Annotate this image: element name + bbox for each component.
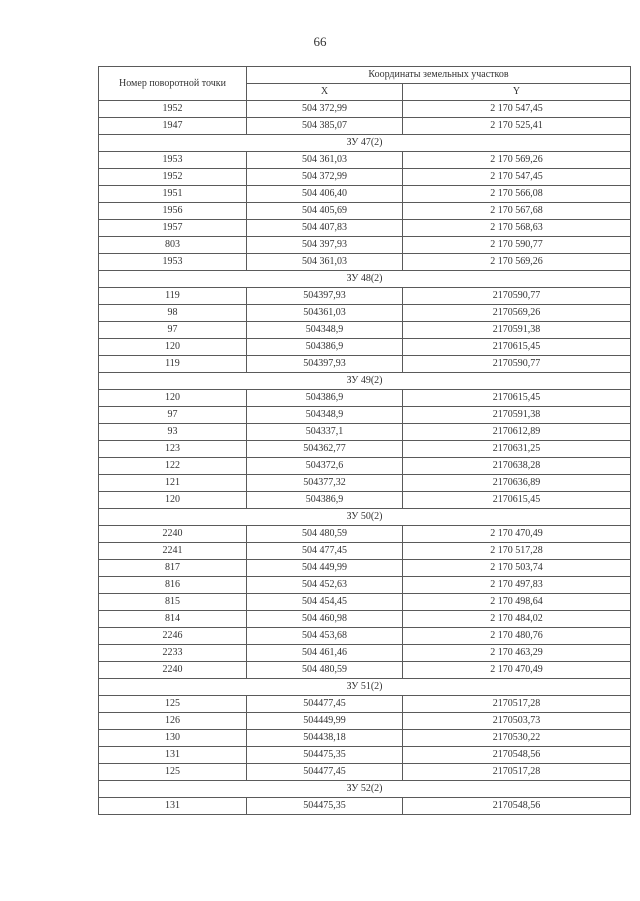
x-coordinate-cell: 504372,6 — [247, 458, 403, 475]
x-coordinate-cell: 504475,35 — [247, 798, 403, 815]
table-row — [99, 662, 631, 679]
point-number-cell: 97 — [99, 407, 247, 424]
point-number-cell: 1952 — [99, 169, 247, 186]
y-coordinate-cell: 2170612,89 — [403, 424, 631, 441]
table-row — [99, 424, 631, 441]
point-number-cell: 97 — [99, 322, 247, 339]
y-coordinate-cell: 2170503,73 — [403, 713, 631, 730]
point-number-cell: 2233 — [99, 645, 247, 662]
y-coordinate-cell: 2 170 547,45 — [403, 169, 631, 186]
point-number-cell: 126 — [99, 713, 247, 730]
x-coordinate-cell: 504397,93 — [247, 356, 403, 373]
table-body — [99, 101, 631, 815]
point-number-cell: 119 — [99, 356, 247, 373]
group-label: ЗУ 49(2) — [99, 373, 631, 390]
point-number-cell: 120 — [99, 492, 247, 509]
y-coordinate-cell: 2 170 566,08 — [403, 186, 631, 203]
x-coordinate-cell: 504361,03 — [247, 305, 403, 322]
point-number-cell: 816 — [99, 577, 247, 594]
point-number-cell: 125 — [99, 696, 247, 713]
x-coordinate-cell: 504348,9 — [247, 407, 403, 424]
point-number-cell: 1951 — [99, 186, 247, 203]
x-coordinate-cell: 504377,32 — [247, 475, 403, 492]
table-row — [99, 798, 631, 815]
x-coordinate-cell: 504477,45 — [247, 764, 403, 781]
table-header — [99, 67, 631, 101]
y-coordinate-cell: 2170590,77 — [403, 356, 631, 373]
y-coordinate-cell: 2 170 470,49 — [403, 526, 631, 543]
point-number-cell: 815 — [99, 594, 247, 611]
table-row — [99, 458, 631, 475]
group-label: ЗУ 51(2) — [99, 679, 631, 696]
table-row — [99, 169, 631, 186]
y-coordinate-cell: 2 170 567,68 — [403, 203, 631, 220]
x-coordinate-cell: 504 405,69 — [247, 203, 403, 220]
group-header-row — [99, 271, 631, 288]
header-x: X — [247, 84, 403, 101]
table-row — [99, 492, 631, 509]
group-header-row — [99, 135, 631, 152]
table-row — [99, 560, 631, 577]
table-row — [99, 322, 631, 339]
table-row — [99, 220, 631, 237]
x-coordinate-cell: 504 480,59 — [247, 662, 403, 679]
group-header-row — [99, 373, 631, 390]
x-coordinate-cell: 504 361,03 — [247, 152, 403, 169]
table-row — [99, 441, 631, 458]
y-coordinate-cell: 2170615,45 — [403, 390, 631, 407]
table-row — [99, 577, 631, 594]
table-row — [99, 288, 631, 305]
x-coordinate-cell: 504 372,99 — [247, 101, 403, 118]
point-number-cell: 93 — [99, 424, 247, 441]
point-number-cell: 130 — [99, 730, 247, 747]
x-coordinate-cell: 504 361,03 — [247, 254, 403, 271]
point-number-cell: 803 — [99, 237, 247, 254]
table-row — [99, 713, 631, 730]
x-coordinate-cell: 504477,45 — [247, 696, 403, 713]
point-number-cell: 814 — [99, 611, 247, 628]
group-header-row — [99, 509, 631, 526]
x-coordinate-cell: 504 460,98 — [247, 611, 403, 628]
y-coordinate-cell: 2170638,28 — [403, 458, 631, 475]
y-coordinate-cell: 2 170 525,41 — [403, 118, 631, 135]
table-row — [99, 628, 631, 645]
y-coordinate-cell: 2170517,28 — [403, 696, 631, 713]
x-coordinate-cell: 504 461,46 — [247, 645, 403, 662]
header-coordinates: Координаты земельных участков — [247, 67, 631, 84]
point-number-cell: 1957 — [99, 220, 247, 237]
x-coordinate-cell: 504 453,68 — [247, 628, 403, 645]
x-coordinate-cell: 504 452,63 — [247, 577, 403, 594]
header-y: Y — [403, 84, 631, 101]
y-coordinate-cell: 2 170 568,63 — [403, 220, 631, 237]
x-coordinate-cell: 504475,35 — [247, 747, 403, 764]
point-number-cell: 120 — [99, 339, 247, 356]
table-row — [99, 526, 631, 543]
x-coordinate-cell: 504 406,40 — [247, 186, 403, 203]
y-coordinate-cell: 2170591,38 — [403, 407, 631, 424]
point-number-cell: 1956 — [99, 203, 247, 220]
group-header-row — [99, 781, 631, 798]
group-label: ЗУ 50(2) — [99, 509, 631, 526]
x-coordinate-cell: 504 397,93 — [247, 237, 403, 254]
point-number-cell: 2246 — [99, 628, 247, 645]
point-number-cell: 1953 — [99, 152, 247, 169]
table-row — [99, 118, 631, 135]
page-number: 66 — [313, 34, 327, 49]
coordinates-table — [98, 66, 631, 815]
point-number-cell: 2241 — [99, 543, 247, 560]
point-number-cell: 123 — [99, 441, 247, 458]
y-coordinate-cell: 2 170 484,02 — [403, 611, 631, 628]
group-label: ЗУ 47(2) — [99, 135, 631, 152]
y-coordinate-cell: 2 170 463,29 — [403, 645, 631, 662]
point-number-cell: 1953 — [99, 254, 247, 271]
point-number-cell: 131 — [99, 747, 247, 764]
x-coordinate-cell: 504438,18 — [247, 730, 403, 747]
group-label: ЗУ 48(2) — [99, 271, 631, 288]
y-coordinate-cell: 2170569,26 — [403, 305, 631, 322]
x-coordinate-cell: 504397,93 — [247, 288, 403, 305]
y-coordinate-cell: 2 170 470,49 — [403, 662, 631, 679]
point-number-cell: 122 — [99, 458, 247, 475]
table-row — [99, 101, 631, 118]
point-number-cell: 1947 — [99, 118, 247, 135]
y-coordinate-cell: 2 170 498,64 — [403, 594, 631, 611]
table-row — [99, 730, 631, 747]
table-row — [99, 475, 631, 492]
table-row — [99, 152, 631, 169]
y-coordinate-cell: 2 170 569,26 — [403, 254, 631, 271]
x-coordinate-cell: 504386,9 — [247, 390, 403, 407]
point-number-cell: 125 — [99, 764, 247, 781]
y-coordinate-cell: 2170636,89 — [403, 475, 631, 492]
group-header-row — [99, 679, 631, 696]
y-coordinate-cell: 2170615,45 — [403, 339, 631, 356]
x-coordinate-cell: 504 372,99 — [247, 169, 403, 186]
table-row — [99, 339, 631, 356]
x-coordinate-cell: 504386,9 — [247, 339, 403, 356]
table-row — [99, 764, 631, 781]
x-coordinate-cell: 504337,1 — [247, 424, 403, 441]
y-coordinate-cell: 2170591,38 — [403, 322, 631, 339]
table-row — [99, 237, 631, 254]
table-row — [99, 203, 631, 220]
table-row — [99, 747, 631, 764]
y-coordinate-cell: 2 170 497,83 — [403, 577, 631, 594]
x-coordinate-cell: 504 407,83 — [247, 220, 403, 237]
table-row — [99, 611, 631, 628]
table-row — [99, 305, 631, 322]
x-coordinate-cell: 504 385,07 — [247, 118, 403, 135]
table-row — [99, 390, 631, 407]
y-coordinate-cell: 2170590,77 — [403, 288, 631, 305]
table-row — [99, 254, 631, 271]
x-coordinate-cell: 504 477,45 — [247, 543, 403, 560]
y-coordinate-cell: 2170517,28 — [403, 764, 631, 781]
table-row — [99, 645, 631, 662]
x-coordinate-cell: 504386,9 — [247, 492, 403, 509]
x-coordinate-cell: 504449,99 — [247, 713, 403, 730]
x-coordinate-cell: 504348,9 — [247, 322, 403, 339]
point-number-cell: 2240 — [99, 526, 247, 543]
table-row — [99, 186, 631, 203]
x-coordinate-cell: 504 480,59 — [247, 526, 403, 543]
header-point-number: Номер поворотной точки — [99, 67, 247, 101]
y-coordinate-cell: 2170631,25 — [403, 441, 631, 458]
table-row — [99, 543, 631, 560]
point-number-cell: 1952 — [99, 101, 247, 118]
table-row — [99, 696, 631, 713]
y-coordinate-cell: 2 170 547,45 — [403, 101, 631, 118]
point-number-cell: 2240 — [99, 662, 247, 679]
y-coordinate-cell: 2 170 480,76 — [403, 628, 631, 645]
table-row — [99, 407, 631, 424]
y-coordinate-cell: 2 170 590,77 — [403, 237, 631, 254]
y-coordinate-cell: 2 170 569,26 — [403, 152, 631, 169]
y-coordinate-cell: 2170530,22 — [403, 730, 631, 747]
point-number-cell: 119 — [99, 288, 247, 305]
x-coordinate-cell: 504362,77 — [247, 441, 403, 458]
point-number-cell: 98 — [99, 305, 247, 322]
x-coordinate-cell: 504 454,45 — [247, 594, 403, 611]
y-coordinate-cell: 2 170 517,28 — [403, 543, 631, 560]
point-number-cell: 121 — [99, 475, 247, 492]
point-number-cell: 817 — [99, 560, 247, 577]
x-coordinate-cell: 504 449,99 — [247, 560, 403, 577]
y-coordinate-cell: 2 170 503,74 — [403, 560, 631, 577]
y-coordinate-cell: 2170548,56 — [403, 747, 631, 764]
y-coordinate-cell: 2170548,56 — [403, 798, 631, 815]
point-number-cell: 120 — [99, 390, 247, 407]
group-label: ЗУ 52(2) — [99, 781, 631, 798]
y-coordinate-cell: 2170615,45 — [403, 492, 631, 509]
table-row — [99, 356, 631, 373]
table-row — [99, 594, 631, 611]
point-number-cell: 131 — [99, 798, 247, 815]
